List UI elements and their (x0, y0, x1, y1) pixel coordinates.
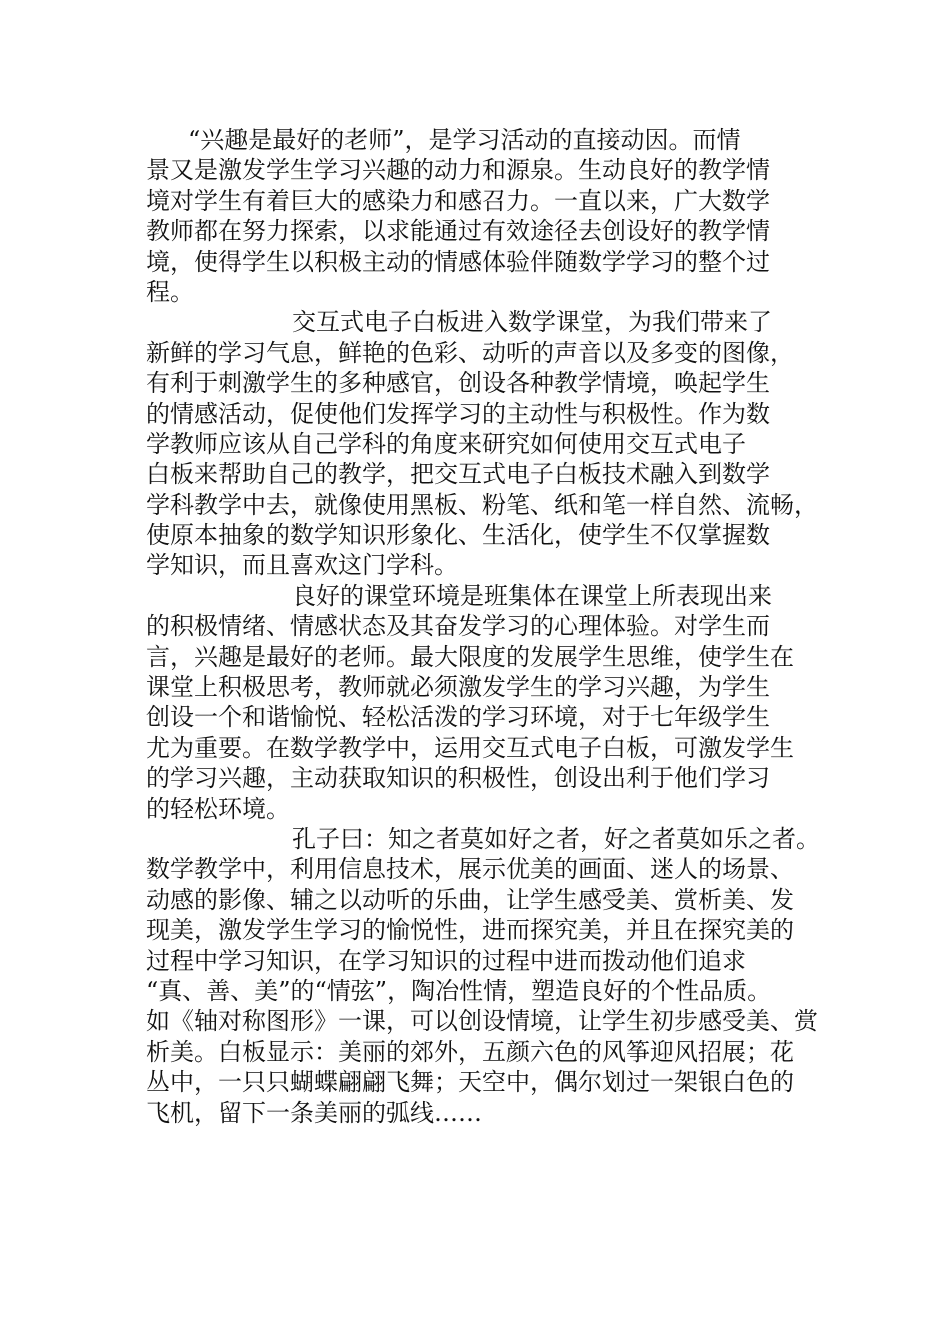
text-line: 教师都在努力探索，以求能通过有效途径去创设好的教学情 (146, 217, 770, 246)
text-line: 过程中学习知识，在学习知识的过程中进而拨动他们追求 (146, 946, 746, 975)
text-line: 的情感活动，促使他们发挥学习的主动性与积极性。作为数 (146, 399, 770, 428)
document-body (146, 125, 818, 1128)
text-line: 现美，激发学生学习的愉悦性，进而探究美，并且在探究美的 (146, 916, 794, 945)
text-line: 使原本抽象的数学知识形象化、生活化，使学生不仅掌握数 (146, 521, 770, 550)
paragraph-classroom-environment (146, 581, 818, 824)
text-line: 境对学生有着巨大的感染力和感召力。一直以来，广大数学 (146, 186, 770, 215)
paragraph-whiteboard (146, 307, 818, 581)
paragraph-interest (146, 125, 818, 307)
text-line: 学教师应该从自己学科的角度来研究如何使用交互式电子 (146, 429, 746, 458)
text-line: 境，使得学生以积极主动的情感体验伴随数学学习的整个过 (146, 247, 770, 276)
text-line: 飞机，留下一条美丽的弧线…… (146, 1098, 482, 1127)
text-line: 交互式电子白板进入数学课堂，为我们带来了 (292, 308, 772, 337)
text-line: 动感的影像、辅之以动听的乐曲，让学生感受美、赏析美、发 (146, 885, 794, 914)
text-line: 孔子曰：知之者莫如好之者，好之者莫如乐之者。 (292, 824, 820, 853)
text-line: 学科教学中去，就像使用黑板、粉笔、纸和笔一样自然、流畅， (146, 490, 818, 519)
text-line: 良好的课堂环境是班集体在课堂上所表现出来 (292, 581, 772, 610)
text-line: 程。 (146, 277, 194, 306)
text-line: 丛中，一只只蝴蝶翩翩飞舞；天空中，偶尔划过一架银白色的 (146, 1068, 794, 1097)
text-line: “真、善、美”的“情弦”，陶冶性情，塑造良好的个性品质。 (146, 976, 772, 1005)
text-line: 创设一个和谐愉悦、轻松活泼的学习环境，对于七年级学生 (146, 703, 770, 732)
text-line: 有利于刺激学生的多种感官，创设各种教学情境，唤起学生 (146, 369, 770, 398)
text-line: 景又是激发学生学习兴趣的动力和源泉。生动良好的教学情 (146, 156, 770, 185)
text-line: 言，兴趣是最好的老师。最大限度的发展学生思维，使学生在 (146, 642, 794, 671)
paragraph-confucius (146, 824, 818, 1128)
text-line: 的学习兴趣，主动获取知识的积极性，创设出利于他们学习 (146, 764, 770, 793)
text-line: 的轻松环境。 (146, 794, 290, 823)
text-line: 新鲜的学习气息，鲜艳的色彩、动听的声音以及多变的图像， (146, 338, 794, 367)
text-line: 学知识，而且喜欢这门学科。 (146, 551, 458, 580)
text-line: “兴趣是最好的老师”，是学习活动的直接动因。而情 (188, 126, 741, 154)
text-line: 的积极情绪、情感状态及其奋发学习的心理体验。对学生而 (146, 612, 770, 641)
text-line: 析美。白板显示：美丽的郊外，五颜六色的风筝迎风招展；花 (146, 1037, 794, 1066)
text-line: 如《轴对称图形》一课，可以创设情境，让学生初步感受美、赏 (146, 1007, 818, 1036)
text-line: 尤为重要。在数学教学中，运用交互式电子白板，可激发学生 (146, 733, 794, 762)
text-line: 课堂上积极思考，教师就必须激发学生的学习兴趣，为学生 (146, 673, 770, 702)
text-line: 数学教学中，利用信息技术，展示优美的画面、迷人的场景、 (146, 855, 794, 884)
text-line: 白板来帮助自己的教学，把交互式电子白板技术融入到数学 (146, 460, 770, 489)
